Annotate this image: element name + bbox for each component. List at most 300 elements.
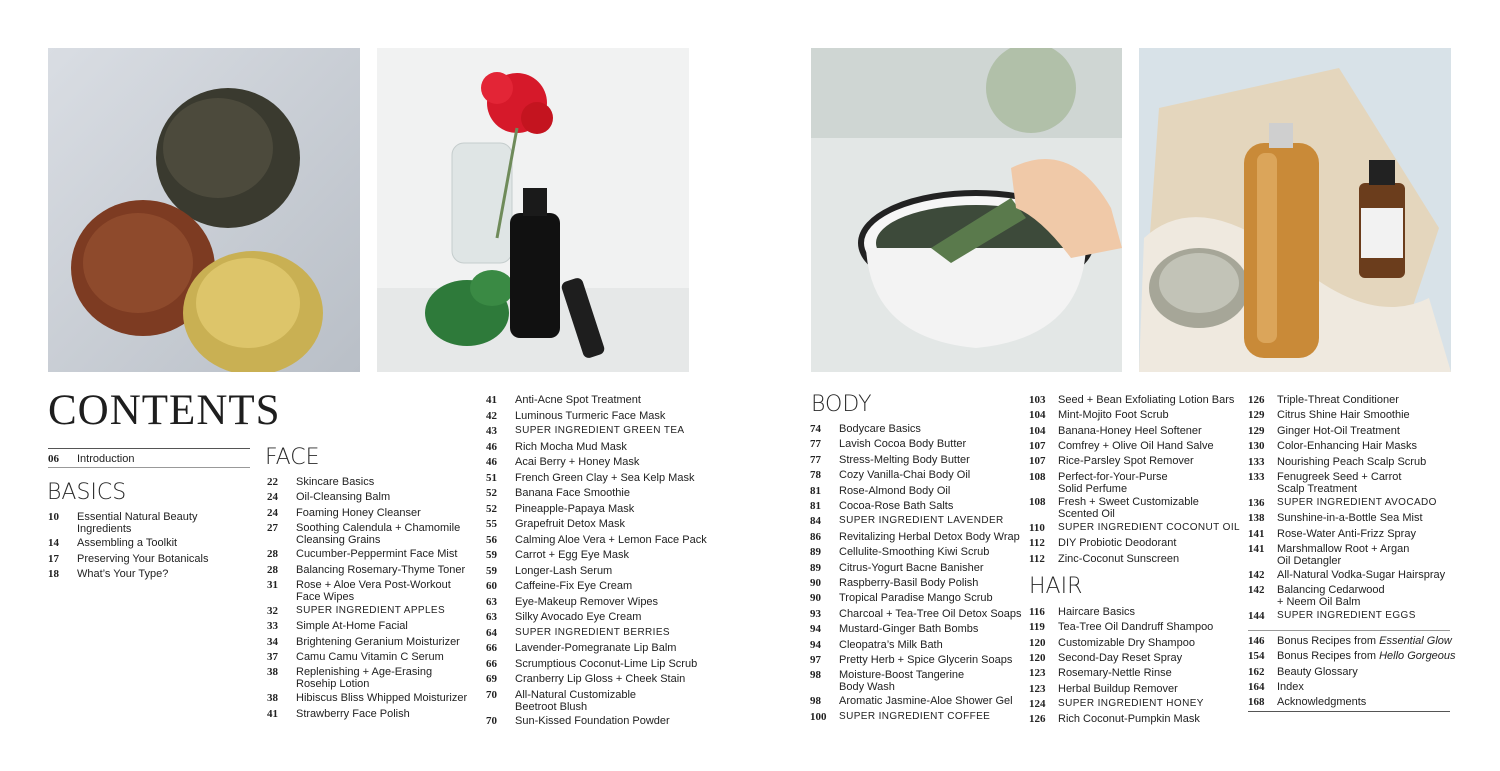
entry-title-line-1: Acai Berry + Honey Mask [515, 456, 640, 468]
entry-title [839, 562, 984, 574]
entry-title-line-1: Calming Aloe Vera + Lemon Face Pack [515, 533, 707, 546]
entry-title [1277, 456, 1426, 468]
entry-title [515, 580, 632, 592]
entry-title [296, 507, 421, 519]
entry-title-line-1: Zinc-Coconut Sunscreen [1058, 552, 1180, 565]
entry-title [839, 592, 993, 604]
entry-title-line-1: Rich Coconut-Pumpkin Mask [1058, 713, 1200, 726]
page-number: 33 [267, 620, 278, 633]
entry-title-line-1: All-Natural Customizable [515, 688, 637, 701]
entry-title [1277, 528, 1416, 540]
entry-title [1277, 681, 1304, 693]
page-number: 133 [1248, 471, 1265, 483]
page-number: 144 [1248, 610, 1265, 623]
entry-title [1058, 455, 1194, 467]
page-number: 14 [48, 537, 59, 549]
entry-title-line-1: Moisture-Boost Tangerine [839, 669, 965, 682]
entry-title [1058, 683, 1178, 695]
entry-title [1058, 667, 1172, 679]
entry-title [515, 596, 658, 608]
entry-title-line-1: Simple At-Home Facial [296, 620, 408, 633]
entry-title [515, 715, 670, 727]
entry-title [1058, 652, 1182, 664]
page-number: 74 [810, 423, 821, 435]
entry-title-line-1: All-Natural Vodka-Sugar Hairspray [1277, 569, 1446, 581]
entry-title [515, 441, 627, 453]
entry-title [1277, 512, 1423, 524]
page-number: 107 [1029, 455, 1046, 468]
entry-title-line-1: DIY Probiotic Deodorant [1058, 537, 1177, 550]
entry-title-line-1: Pretty Herb + Spice Glycerin Soaps [839, 654, 1013, 666]
entry-title-line-1: Citrus-Yogurt Bacne Banisher [839, 561, 984, 574]
super-ingredient-title [296, 605, 445, 617]
page-number: 60 [486, 580, 497, 592]
entry-title [515, 565, 612, 577]
page-number: 43 [486, 425, 497, 437]
entry-title-line-1: Foaming Honey Cleanser [296, 506, 421, 519]
entry-title-line-1: Tropical Paradise Mango Scrub [839, 592, 993, 605]
entry-title-line-1: Mustard-Ginger Bath Bombs [839, 623, 979, 636]
page-number: 108 [1029, 496, 1046, 509]
page-number: 06 [48, 453, 59, 465]
page-number: 93 [810, 607, 821, 620]
entry-title [296, 476, 374, 488]
entry-title-line-1: Rich Mocha Mud Mask [515, 440, 627, 453]
page-number: 136 [1248, 496, 1265, 509]
super-ingredient-title [839, 711, 990, 723]
page-number: 120 [1029, 636, 1046, 649]
super-ingredient-title [1277, 610, 1416, 622]
entry-title-line-1: Marshmallow Root + Argan [1277, 543, 1410, 556]
page-number: 98 [810, 695, 821, 708]
page-number: 103 [1029, 394, 1046, 406]
page-number: 22 [267, 476, 278, 488]
photo-geranium-oil-bottle [377, 48, 689, 372]
entry-title-line-1: Assembling a Toolkit [77, 537, 178, 549]
page-number: 129 [1248, 424, 1265, 437]
entry-title [77, 537, 177, 549]
entry-title-book: Essential Glow [1379, 635, 1452, 647]
page-number: 104 [1029, 424, 1046, 437]
super-ingredient-title [1277, 497, 1437, 509]
entry-title-line-1: Color-Enhancing Hair Masks [1277, 440, 1417, 453]
entry-title-line-1: Balancing Cedarwood [1277, 584, 1385, 597]
entry-title [839, 669, 964, 693]
entry-title-line-1: Balancing Rosemary-Thyme Toner [296, 563, 466, 576]
entry-title-line-1: Luminous Turmeric Face Mask [515, 409, 666, 422]
entry-title-line-1: Beauty Glossary [1277, 665, 1358, 678]
page-number: 126 [1029, 713, 1046, 726]
page-number: 63 [486, 611, 497, 623]
entry-title-line-1: Index [1277, 680, 1304, 693]
entry-title [77, 511, 197, 535]
entry-title-line-1: Second-Day Reset Spray [1058, 651, 1183, 664]
page-number: 52 [486, 487, 497, 499]
entry-title-line-1: SUPER INGREDIENT AVOCADO [1277, 496, 1437, 508]
entry-title [296, 692, 467, 704]
section-heading-basics: BASICS [47, 480, 127, 505]
page-number: 38 [267, 666, 278, 679]
entry-title-line-1: Lavender-Pomegranate Lip Balm [515, 642, 677, 654]
page-number: 146 [1248, 635, 1265, 647]
entry-title-line-1: Longer-Lash Serum [515, 564, 613, 577]
page-number: 123 [1029, 682, 1046, 695]
super-ingredient-title [515, 425, 685, 437]
entry-title-line-1: Raspberry-Basil Body Polish [839, 577, 979, 589]
entry-title-line-2: Ingredients [77, 523, 132, 535]
entry-title [515, 487, 630, 499]
page-number: 97 [810, 654, 821, 666]
entry-title [1058, 409, 1169, 421]
title-rule [48, 448, 250, 449]
entry-title [839, 423, 921, 435]
super-ingredient-title [515, 627, 670, 639]
entry-title-line-1: Cozy Vanilla-Chai Body Oil [839, 469, 971, 482]
page-number: 64 [486, 626, 497, 639]
entry-title-line-1: Sunshine-in-a-Bottle Sea Mist [1277, 512, 1423, 525]
entry-title [296, 579, 451, 603]
entry-title [515, 534, 707, 546]
page-number: 119 [1029, 621, 1045, 634]
page-number: 51 [486, 471, 497, 484]
entry-title-line-1: Replenishing + Age-Erasing [296, 666, 433, 679]
page-number: 28 [267, 548, 278, 561]
entry-title [839, 438, 966, 450]
entry-title-line-1: Charcoal + Tea-Tree Oil Detox Soaps [839, 607, 1022, 620]
entry-title-line-1: Aromatic Jasmine-Aloe Shower Gel [839, 695, 1013, 708]
entry-title-line-1: SUPER INGREDIENT APPLES [296, 604, 446, 616]
entry-title [1277, 471, 1401, 495]
page-number: 94 [810, 638, 821, 651]
entry-title [1277, 635, 1452, 647]
page-number: 37 [267, 651, 278, 663]
page-number: 112 [1029, 552, 1045, 565]
entry-title [1277, 425, 1400, 437]
page-number: 66 [486, 642, 497, 654]
page-number: 28 [267, 563, 278, 576]
entry-title [1277, 569, 1445, 581]
entry-title [1277, 650, 1456, 662]
entry-title-line-1: Preserving Your Botanicals [77, 552, 209, 565]
entry-title-line-1: Cocoa-Rose Bath Salts [839, 500, 954, 512]
entry-title [1277, 584, 1385, 608]
entry-title-line-1: Silky Avocado Eye Cream [515, 611, 642, 623]
entry-title [839, 500, 953, 512]
entry-title [839, 546, 989, 558]
entry-title-line-1: Perfect-for-Your-Purse [1058, 470, 1168, 483]
entry-title [1058, 553, 1179, 565]
entry-title [515, 472, 694, 484]
page-number: 77 [810, 438, 821, 451]
section-heading-body: BODY [811, 392, 872, 417]
page-number: 126 [1248, 394, 1265, 406]
entry-title-line-1: Strawberry Face Polish [296, 707, 410, 720]
section-heading-face: FACE [265, 445, 320, 470]
page-number: 70 [486, 688, 497, 701]
page-number: 81 [810, 484, 821, 497]
super-ingredient-title [1058, 698, 1204, 710]
page-number: 141 [1248, 527, 1265, 540]
entry-title [839, 531, 1020, 543]
page-number: 41 [486, 394, 497, 406]
entry-title-line-1: Tea-Tree Oil Dandruff Shampoo [1058, 621, 1214, 634]
entry-title-line-1: Customizable Dry Shampoo [1058, 636, 1195, 649]
entry-title-text: Bonus Recipes from [1277, 650, 1380, 663]
entry-title [1277, 666, 1358, 678]
entry-title-line-1: SUPER INGREDIENT COCONUT OIL [1058, 522, 1240, 534]
entry-title [515, 503, 634, 515]
entry-title [296, 522, 460, 546]
page-number: 108 [1029, 470, 1046, 483]
page-number: 130 [1248, 440, 1265, 453]
page-number: 66 [486, 657, 497, 670]
page-number: 77 [810, 453, 821, 466]
page-number: 120 [1029, 651, 1046, 664]
entry-title [515, 394, 641, 406]
entry-title [515, 658, 697, 670]
entry-title-line-1: Skincare Basics [296, 476, 375, 488]
entry-title-line-1: Eye-Makeup Remover Wipes [515, 595, 659, 608]
entry-title [296, 548, 457, 560]
page-number: 154 [1248, 650, 1265, 663]
entry-title [839, 577, 978, 589]
entry-title [77, 553, 208, 565]
super-ingredient-title [839, 515, 1004, 527]
entry-title-line-1: SUPER INGREDIENT EGGS [1277, 610, 1416, 622]
entry-title-line-1: Revitalizing Herbal Detox Body Wrap [839, 530, 1020, 543]
entry-title-line-1: What’s Your Type? [77, 568, 169, 580]
entry-title [1058, 394, 1234, 406]
entry-title-line-1: Cucumber-Peppermint Face Mist [296, 548, 458, 561]
entry-title [515, 689, 636, 713]
entry-title [515, 673, 685, 685]
entry-title-line-1: Cellulite-Smoothing Kiwi Scrub [839, 546, 990, 559]
page-number: 162 [1248, 665, 1265, 678]
entry-title [1058, 425, 1202, 437]
entry-title-line-1: Oil-Cleansing Balm [296, 491, 391, 504]
photo-spray-bottle-and-clay [1139, 48, 1451, 372]
entry-title-line-1: Brightening Geranium Moisturizer [296, 635, 460, 648]
entry-title [296, 651, 444, 663]
page-number: 84 [810, 515, 821, 528]
page-number: 38 [267, 692, 278, 705]
page-number: 42 [486, 409, 497, 422]
page-number: 69 [486, 673, 497, 685]
page-number: 129 [1248, 409, 1265, 422]
page-number: 107 [1029, 439, 1046, 452]
entry-title-line-2: Body Wash [839, 681, 895, 694]
page-number: 168 [1248, 696, 1265, 709]
page-number: 112 [1029, 537, 1045, 550]
entry-title-line-1: Rose-Almond Body Oil [839, 484, 951, 497]
entry-title-line-2: Cleansing Grains [296, 534, 381, 547]
entry-title [1058, 621, 1213, 633]
page-number: 59 [486, 564, 497, 577]
page-number: 142 [1248, 584, 1265, 597]
page-number: 18 [48, 568, 59, 580]
entry-title-line-2: Scented Oil [1058, 508, 1115, 521]
page-number: 70 [486, 714, 497, 727]
entry-title-line-1: Sun-Kissed Foundation Powder [515, 714, 670, 727]
entry-title [515, 611, 641, 623]
page-number: 27 [267, 522, 278, 535]
entry-title-line-1: Haircare Basics [1058, 606, 1136, 618]
entry-title [1058, 471, 1168, 495]
entry-title-line-1: French Green Clay + Sea Kelp Mask [515, 471, 695, 484]
entry-title [296, 708, 410, 720]
page-number: 32 [267, 604, 278, 617]
page-number: 116 [1029, 606, 1045, 618]
entry-title-line-1: Banana-Honey Heel Softener [1058, 424, 1202, 437]
page-number: 164 [1248, 680, 1265, 693]
page-number: 52 [486, 502, 497, 515]
entry-title-line-1: Camu Camu Vitamin C Serum [296, 651, 444, 663]
page-number: 110 [1029, 522, 1045, 535]
page-number: 24 [267, 506, 278, 519]
entry-title: Introduction [77, 453, 135, 465]
entry-title-line-1: Fenugreek Seed + Carrot [1277, 471, 1402, 483]
entry-title [1058, 713, 1200, 725]
page-number: 138 [1248, 512, 1265, 525]
entry-title [839, 469, 970, 481]
entry-title [839, 695, 1013, 707]
page-number: 90 [810, 592, 821, 605]
entry-title [1058, 537, 1176, 549]
entry-title [839, 608, 1022, 620]
contents-title: CONTENTS [48, 387, 281, 434]
entry-title-line-1: Carrot + Egg Eye Mask [515, 549, 630, 561]
entry-title-line-1: Ginger Hot-Oil Treatment [1277, 424, 1400, 437]
page-number: 78 [810, 469, 821, 482]
entry-title-line-1: Rice-Parsley Spot Remover [1058, 455, 1194, 468]
entry-title-line-1: Rose + Aloe Vera Post-Workout [296, 578, 451, 591]
entry-title-line-1: Caffeine-Fix Eye Cream [515, 580, 633, 592]
page-number: 94 [810, 623, 821, 636]
entry-title-line-1: Rose-Water Anti-Frizz Spray [1277, 527, 1416, 540]
entry-title [839, 639, 943, 651]
entry-title-line-1: SUPER INGREDIENT BERRIES [515, 626, 671, 638]
page-number: 34 [267, 635, 278, 648]
intro-rule [48, 467, 250, 468]
entry-title [296, 491, 390, 503]
page-number: 124 [1029, 697, 1046, 710]
page-number: 17 [48, 552, 59, 565]
page-number: 133 [1248, 455, 1265, 468]
entry-title-line-1: Grapefruit Detox Mask [515, 518, 626, 530]
entry-title-line-1: Soothing Calendula + Chamomile [296, 522, 461, 535]
entry-title-line-1: Cranberry Lip Gloss + Cheek Stain [515, 673, 686, 685]
back-matter-rule-bottom [1248, 711, 1450, 712]
entry-title [296, 636, 460, 648]
page-number: 123 [1029, 667, 1046, 680]
entry-title-line-1: Bodycare Basics [839, 423, 921, 435]
page-number: 86 [810, 530, 821, 543]
entry-title-line-1: Cleopatra’s Milk Bath [839, 638, 943, 651]
entry-title [296, 666, 432, 690]
entry-title [1058, 440, 1214, 452]
entry-title-line-2: Face Wipes [296, 590, 355, 603]
entry-title-line-1: Herbal Buildup Remover [1058, 682, 1178, 695]
entry-title-line-2: Scalp Treatment [1277, 483, 1358, 495]
entry-title-line-1: Rosemary-Nettle Rinse [1058, 667, 1172, 680]
page-number: 63 [486, 595, 497, 608]
page-number: 46 [486, 456, 497, 468]
page-number: 56 [486, 533, 497, 546]
entry-title [839, 654, 1012, 666]
entry-title-line-1: SUPER INGREDIENT HONEY [1058, 697, 1204, 709]
page-number: 104 [1029, 409, 1046, 422]
page-number: 141 [1248, 543, 1265, 556]
entry-title-line-1: Stress-Melting Body Butter [839, 453, 970, 466]
entry-title-line-1: Seed + Bean Exfoliating Lotion Bars [1058, 394, 1235, 406]
entry-title-line-2: Solid Perfume [1058, 482, 1128, 495]
entry-title-line-1: Hibiscus Bliss Whipped Moisturizer [296, 692, 468, 705]
photo-herbs-in-pot [811, 48, 1122, 372]
entry-title-line-1: Lavish Cocoa Body Butter [839, 438, 967, 451]
entry-title [1277, 440, 1417, 452]
super-ingredient-title [1058, 522, 1240, 534]
entry-title-book: Hello Gorgeous [1379, 650, 1456, 663]
page-number: 98 [810, 669, 821, 682]
entry-title [515, 410, 665, 422]
back-matter-rule-top [1248, 630, 1450, 631]
entry-title-line-1: Comfrey + Olive Oil Hand Salve [1058, 439, 1214, 452]
page-number: 81 [810, 500, 821, 512]
entry-title [1058, 637, 1195, 649]
entry-title [1277, 696, 1366, 708]
entry-title-text: Bonus Recipes from [1277, 635, 1380, 647]
page-number: 31 [267, 578, 278, 591]
entry-title-line-1: Triple-Threat Conditioner [1277, 394, 1399, 406]
entry-title-line-2: Beetroot Blush [515, 700, 588, 713]
entry-title-line-1: SUPER INGREDIENT COFFEE [839, 710, 991, 722]
entry-title-line-1: SUPER INGREDIENT GREEN TEA [515, 425, 685, 436]
entry-title-line-1: Acknowledgments [1277, 696, 1367, 709]
page-number: 24 [267, 491, 278, 504]
entry-title [296, 564, 465, 576]
entry-title [839, 485, 950, 497]
entry-title-line-2: Oil Detangler [1277, 555, 1342, 568]
entry-title [839, 454, 970, 466]
entry-title-line-1: Citrus Shine Hair Smoothie [1277, 409, 1410, 422]
entry-title [515, 456, 639, 468]
entry-title-line-1: SUPER INGREDIENT LAVENDER [839, 515, 1004, 527]
entry-title [839, 623, 978, 635]
entry-title [1058, 496, 1199, 520]
page-number: 90 [810, 577, 821, 589]
entry-title [515, 518, 625, 530]
entry-title-line-2: Rosehip Lotion [296, 678, 370, 691]
entry-title [1277, 394, 1399, 406]
entry-title [296, 620, 408, 632]
photo-loose-teas [48, 48, 360, 372]
entry-title [515, 642, 676, 654]
entry-title-line-1: Fresh + Sweet Customizable [1058, 496, 1199, 509]
page-number: 55 [486, 518, 497, 530]
page-number: 142 [1248, 569, 1265, 581]
page-number: 10 [48, 511, 59, 523]
page-number: 89 [810, 546, 821, 559]
page-number: 100 [810, 710, 827, 723]
entry-title [515, 549, 629, 561]
page-number: 59 [486, 549, 497, 561]
section-heading-hair: HAIR [1029, 574, 1083, 599]
entry-title-line-1: Essential Natural Beauty [77, 511, 198, 523]
entry-title-line-1: Banana Face Smoothie [515, 487, 630, 499]
entry-title-line-1: Nourishing Peach Scalp Scrub [1277, 455, 1427, 468]
entry-title-line-1: Scrumptious Coconut-Lime Lip Scrub [515, 657, 698, 670]
entry-title-line-1: Mint-Mojito Foot Scrub [1058, 409, 1169, 422]
